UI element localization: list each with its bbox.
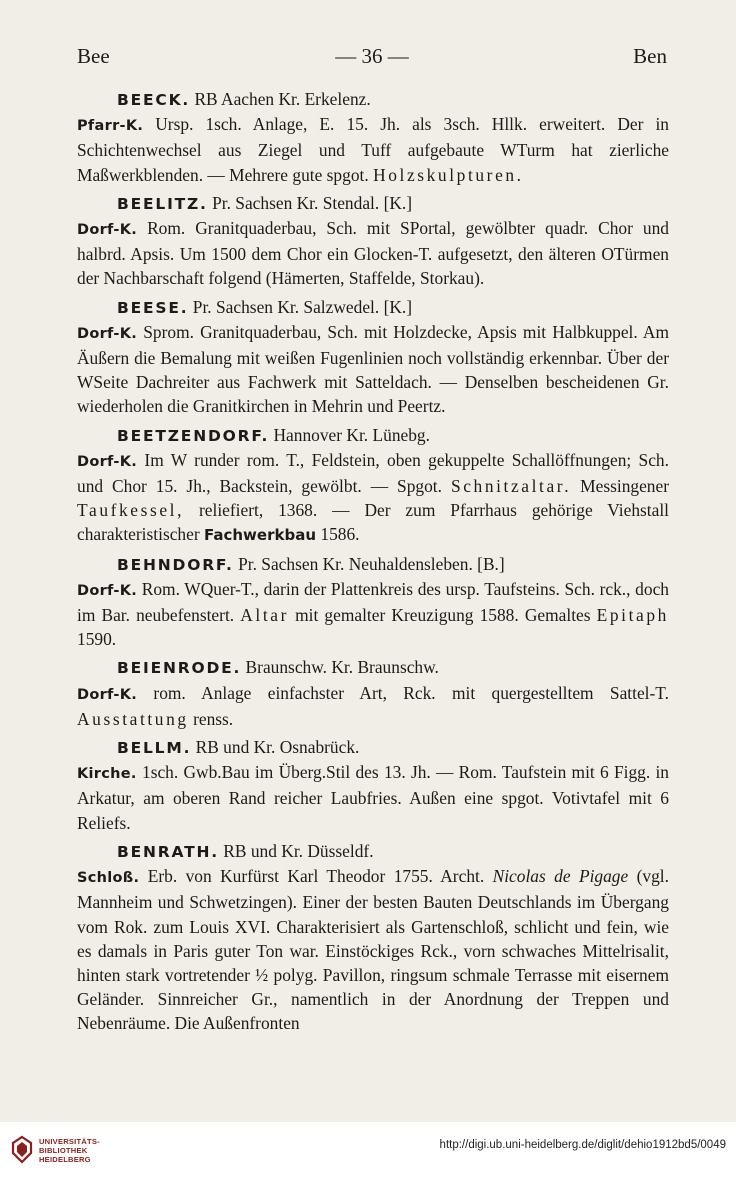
entry-spaced-text: Schnitzaltar. bbox=[450, 476, 572, 497]
viewer-footer bbox=[0, 1122, 736, 1180]
entry-behndorf bbox=[77, 552, 669, 652]
entry-text: rom. Anlage einfachster Art, Rck. mit quergestelltem Sattel-T. bbox=[153, 682, 669, 703]
entry-place: BEELITZ. bbox=[117, 194, 208, 213]
page-number: — 36 — bbox=[335, 44, 409, 68]
entry-place: BEECK. bbox=[117, 91, 191, 109]
entry-bold-text: Fachwerkbau bbox=[204, 526, 317, 545]
entry-text: mit gemalter Kreuzigung 1588. Gemaltes bbox=[295, 605, 591, 626]
entry-beelitz bbox=[77, 191, 669, 291]
logo-line: HEIDELBERG bbox=[39, 1155, 91, 1164]
entry-kind: Pfarr-K. bbox=[77, 118, 144, 135]
entry-text: (vgl. Mannheim und Schwetzingen). Einer der besten Bauten Deutschlands im Übergang vom Rok. zum Louis XVI. Charakterisiert als Gartenschloß, schlicht und fein, wie es damals in Paris guter Ton war. Einstöckiges Rck., vorn schwaches Mittelrisalit, hinten stark vortretender ½ polyg. Pavillon, ringsum schmale Terrasse mit eisernem Geländer. Sinnreicher Gr., namentlich in der Anordnung der Treppen und Nebenräume. Die Außenfronten bbox=[77, 866, 669, 1034]
logo-line: BIBLIOTHEK bbox=[39, 1146, 88, 1155]
entry-kind: Dorf-K. bbox=[77, 582, 138, 599]
entry-beetzendorf bbox=[77, 423, 669, 548]
entry-spaced-text: Taufkessel, bbox=[77, 500, 185, 521]
entry-kind: Schloß. bbox=[77, 870, 140, 887]
library-logo[interactable] bbox=[10, 1135, 120, 1171]
entry-region: Braunschw. Kr. Braunschw. bbox=[245, 657, 439, 678]
entry-text: Ursp. 1sch. Anlage, E. 15. Jh. als 3sch. Hllk. erweitert. Der in Schichtenwechsel aus Ziegel und Tuff aufgebaute WTurm hat zierliche Maßwerkblenden. — Mehrere gute spgot. bbox=[77, 114, 669, 185]
entry-place: BEETZENDORF. bbox=[117, 426, 270, 445]
entry-text: Rom. WQuer-T., darin der Plattenkreis des ursp. Taufsteins. Sch. rck., doch im Bar. neubefenstert. bbox=[77, 578, 669, 626]
entry-text: 1586. bbox=[320, 524, 360, 545]
library-logo-text bbox=[39, 1137, 100, 1164]
entry-region: Pr. Sachsen Kr. Neuhaldensleben. [B.] bbox=[238, 553, 505, 574]
entry-text: Messingener bbox=[580, 476, 670, 497]
entry-beienrode bbox=[77, 655, 669, 731]
logo-line: UNIVERSITÄTS- bbox=[39, 1137, 100, 1146]
entry-beese bbox=[77, 295, 669, 419]
entry-region: Hannover Kr. Lünebg. bbox=[273, 424, 430, 445]
architect-name: Nicolas de Pigage bbox=[492, 866, 629, 887]
entry-place: BEESE. bbox=[117, 298, 189, 317]
entry-spaced-text: Epitaph bbox=[596, 605, 669, 626]
entry-kind: Kirche. bbox=[77, 766, 137, 783]
entry-text: Rom. Granitquaderbau, Sch. mit SPortal, gewölbter quadr. Chor und halbrd. Apsis. Um 1500 dem Chor ein Glocken-T. aufgesetzt, den älteren OTürmen der Nachbarschaft folgend (Hämerten, Staffelde, Storkau). bbox=[77, 218, 669, 289]
header-left-keyword: Bee bbox=[77, 44, 110, 68]
entry-place: BELLM. bbox=[117, 739, 192, 758]
entry-text: reliefiert, 1368. — Der zum Pfarrhaus gehörige Viehstall charakteristischer bbox=[77, 500, 669, 545]
entry-spaced-text: Ausstattung bbox=[77, 708, 189, 729]
entry-kind: Dorf-K. bbox=[77, 453, 138, 470]
entry-kind: Dorf-K. bbox=[77, 222, 138, 239]
entry-place: BEHNDORF. bbox=[117, 555, 234, 574]
entry-text: 1sch. Gwb.Bau im Überg.Stil des 13. Jh. — Rom. Taufstein mit 6 Figg. in Arkatur, am oberen Rand reicher Laubfries. Außen eine spgot. Votivtafel mit 6 Reliefs. bbox=[77, 762, 669, 833]
entry-text: Erb. von Kurfürst Karl Theodor 1755. Archt. bbox=[147, 866, 485, 887]
entry-region: RB Aachen Kr. Erkelenz. bbox=[194, 89, 371, 109]
permalink-url[interactable]: http://digi.ub.uni-heidelberg.de/diglit/dehio1912bd5/0049 bbox=[439, 1139, 726, 1151]
entry-kind: Dorf-K. bbox=[77, 325, 138, 342]
library-crest-icon bbox=[10, 1135, 34, 1165]
entry-region: Pr. Sachsen Kr. Stendal. [K.] bbox=[212, 192, 413, 213]
entry-spaced-text: Holzskulpturen. bbox=[373, 164, 524, 185]
header-right-keyword: Ben bbox=[633, 44, 667, 68]
entry-beeck bbox=[77, 87, 669, 187]
entry-region: Pr. Sachsen Kr. Salzwedel. [K.] bbox=[192, 296, 413, 317]
entry-spaced-text: Altar bbox=[240, 605, 289, 626]
entry-region: RB und Kr. Osnabrück. bbox=[195, 737, 360, 758]
entry-region: RB und Kr. Düsseldf. bbox=[223, 840, 374, 861]
entry-place: BEIENRODE. bbox=[117, 659, 242, 678]
entry-text: 1590. bbox=[77, 629, 117, 650]
entry-text: Sprom. Granitquaderbau, Sch. mit Holzdecke, Apsis mit Halbkuppel. Am Äußern die Bemalung mit weißen Fugenlinien noch vollständig erkennbar. Über der WSeite Dachreiter aus Fachwerk mit Satteldach. — Denselben bescheidenen Gr. wiederholen die Granitkirchen in Mehrin und Peertz. bbox=[77, 321, 669, 417]
entry-benrath bbox=[77, 839, 669, 1036]
entry-place: BENRATH. bbox=[117, 842, 219, 861]
entry-text: Im W runder rom. T., Feldstein, oben gekuppelte Schallöffnungen; Sch. und Chor 15. Jh., Backstein, gewölbt. — Spgot. bbox=[77, 449, 669, 497]
page-content bbox=[77, 87, 669, 1036]
entry-text: renss. bbox=[193, 708, 234, 729]
entry-kind: Dorf-K. bbox=[77, 686, 138, 703]
page-header bbox=[77, 44, 667, 72]
entry-bellm bbox=[77, 735, 669, 835]
